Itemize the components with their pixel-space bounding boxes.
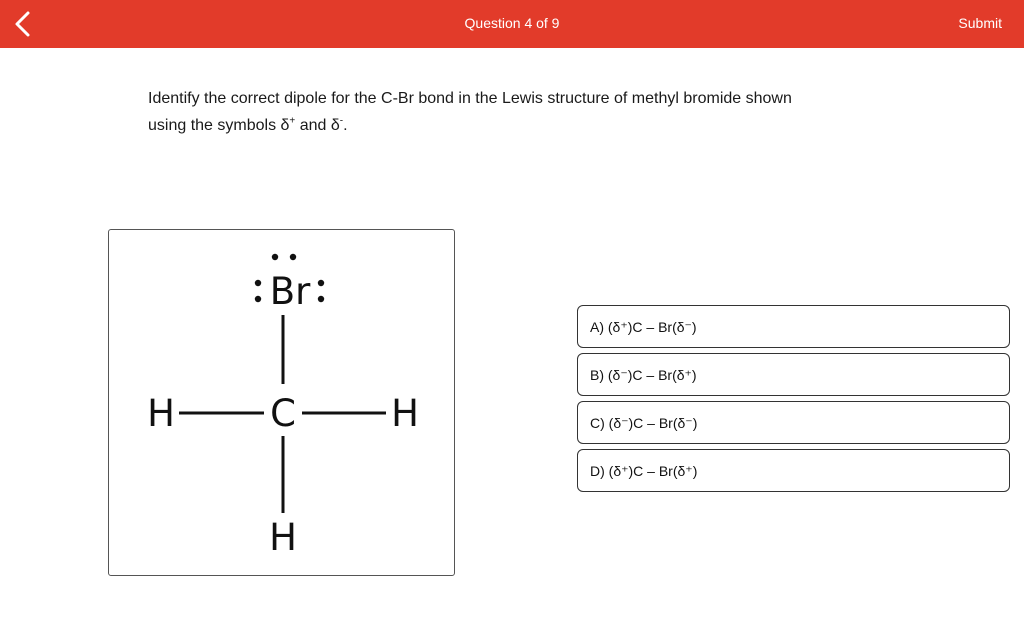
question-text: [148, 85, 868, 139]
delta-minus-superscript: -: [339, 115, 344, 127]
answer-options: [577, 305, 1010, 497]
atom-hydrogen-left: H: [147, 392, 175, 435]
page-title: Question 4 of 9: [464, 15, 560, 31]
question-line-1: Identify the correct dipole for the C-Br bond in the Lewis structure of methyl bromide shown: [148, 90, 792, 107]
lone-pair-dot: [255, 280, 261, 286]
atom-hydrogen-right: H: [391, 392, 419, 435]
lone-pair-dot: [318, 296, 324, 302]
submit-button[interactable]: Submit: [958, 15, 1002, 31]
lone-pair-dot: [290, 254, 296, 260]
option-b-button[interactable]: [577, 353, 1010, 396]
question-period: .: [343, 117, 348, 134]
lewis-structure-figure: [108, 229, 455, 576]
atom-hydrogen-bottom: H: [269, 516, 297, 559]
option-label: D) (δ⁺)C – Br(δ⁺): [590, 463, 698, 479]
option-a-button[interactable]: [577, 305, 1010, 348]
option-label: B) (δ⁻)C – Br(δ⁺): [590, 367, 697, 383]
lone-pair-dot: [272, 254, 278, 260]
atom-bromine: Br: [269, 270, 311, 313]
top-bar: [0, 0, 1024, 48]
question-and: and δ: [295, 117, 340, 134]
delta-plus-superscript: +: [289, 115, 296, 127]
lone-pair-dot: [318, 280, 324, 286]
option-label: A) (δ⁺)C – Br(δ⁻): [590, 319, 697, 335]
option-d-button[interactable]: [577, 449, 1010, 492]
atom-carbon: C: [270, 392, 296, 435]
option-label: C) (δ⁻)C – Br(δ⁻): [590, 415, 698, 431]
option-c-button[interactable]: [577, 401, 1010, 444]
question-line-2-prefix: using the symbols δ: [148, 117, 290, 134]
lone-pair-dot: [255, 296, 261, 302]
lewis-structure-diagram: [109, 230, 456, 577]
